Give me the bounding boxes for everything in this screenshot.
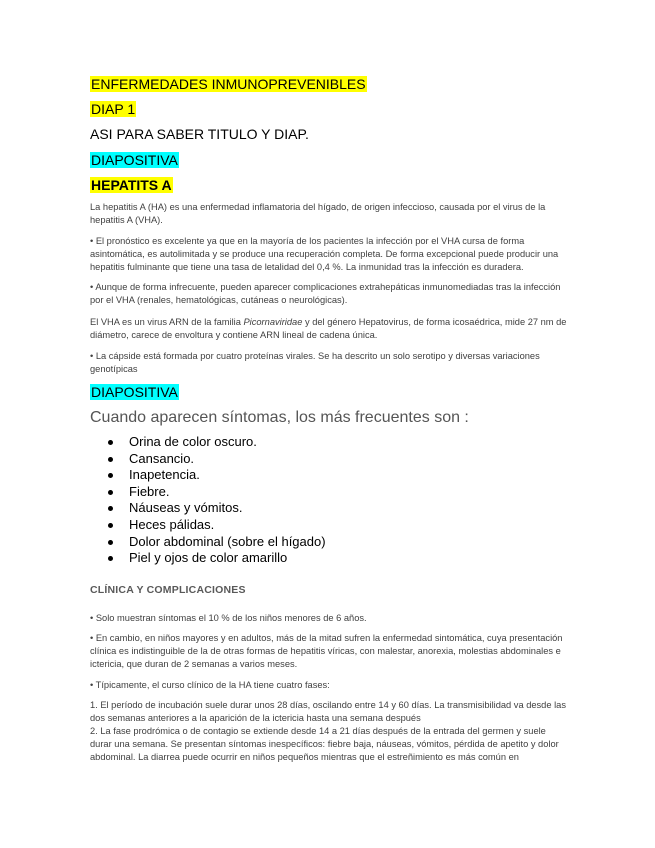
list-item (108, 500, 326, 517)
paragraph-virus-a: El VHA es un virus ARN de la familia (90, 317, 244, 327)
symptoms-list (108, 434, 326, 567)
diap1-label (90, 101, 570, 118)
symptom-text: Inapetencia. (129, 467, 200, 483)
clinica-heading: CLÍNICA Y COMPLICACIONES (90, 584, 246, 596)
paragraph-definition: La hepatitis A (HA) es una enfermedad inflamatoria del hígado, de origen infeccioso, causada por el virus de la hepatitis A (VHA). (90, 202, 546, 225)
paragraph-virus-b: y del género Hepatovirus, de forma icosaédrica, mide 27 nm de diámetro, carece de envoltura y contiene ARN lineal de cadena única. (90, 317, 567, 340)
paragraph-prognosis: • El pronóstico es excelente ya que en la mayoría de los pacientes la infección por el VHA cursa de forma asintomática, es autolimitada y se produce una recuperación completa. De forma excepcional puede producir una hepatitis fulminante que tiene una tasa de letalidad del 0,4 %. La inmunidad tras la infección es duradera. (90, 236, 559, 272)
paragraph-clinica-1: • Solo muestran síntomas el 10 % de los niños menores de 6 años. (90, 613, 367, 623)
paragraph-clinica-2: • En cambio, en niños mayores y en adultos, más de la mitad sufren la enfermedad sintomática, cuya presentación clínica es indistinguible de la de otras formas de hepatitis víricas, con malestar, anorexia, molestias abdominales e ictericia, que duran de 2 semanas a varios meses. (90, 633, 563, 669)
list-item (108, 451, 326, 468)
diapositiva-text-2: DIAPOSITIVA (91, 384, 178, 400)
list-item (108, 467, 326, 484)
bullet-icon (108, 506, 113, 511)
symptom-text: Piel y ojos de color amarillo (129, 550, 288, 566)
list-item (108, 484, 326, 501)
list-item (108, 534, 326, 551)
paragraph-virus (90, 316, 568, 342)
bullet-icon (108, 457, 113, 462)
diapositiva-text-1: DIAPOSITIVA (91, 152, 178, 168)
intro-line: ASI PARA SABER TITULO Y DIAP. (90, 126, 309, 142)
symptom-text: Náuseas y vómitos. (129, 500, 243, 516)
list-item (108, 550, 326, 567)
paragraph-clinica-3: • Típicamente, el curso clínico de la HA tiene cuatro fases: (90, 680, 330, 690)
paragraph-capsid: • La cápside está formada por cuatro proteínas virales. Se ha descrito un solo serotipo y diversas variaciones genotípicas (90, 351, 540, 374)
symptom-text: Fiebre. (129, 483, 170, 499)
diap1-text: DIAP 1 (91, 101, 136, 117)
doc-title (90, 76, 570, 93)
diapositiva-label-2 (90, 384, 570, 401)
paragraph-fase-2: 2. La fase prodrómica o de contagio se extiende desde 14 a 21 días después de la entrada del germen y suele durar una semana. Se presentan síntomas inespecíficos: fiebre baja, náuseas, vómitos, pérdida de apetito y dolor abdominal. La diarrea puede ocurrir en niños pequeños mientras que el estreñimiento es más común en (90, 726, 559, 762)
bullet-icon (108, 523, 113, 528)
symptom-text: Cansancio. (129, 450, 195, 466)
list-item (108, 517, 326, 534)
paragraph-virus-italic: Picornaviridae (243, 317, 303, 327)
symptom-text: Heces pálidas. (129, 516, 215, 532)
hepatitis-heading (90, 177, 570, 194)
diapositiva-label-1 (90, 152, 570, 169)
paragraph-fase-1: 1. El período de incubación suele durar unos 28 días, oscilando entre 14 y 60 días. La transmisibilidad va desde las dos semanas anteriores a la aparición de la ictericia hasta una semana después (90, 700, 566, 723)
symptom-text: Dolor abdominal (sobre el hígado) (129, 533, 326, 549)
bullet-icon (108, 490, 113, 495)
symptom-text: Orina de color oscuro. (129, 434, 257, 449)
bullet-icon (108, 540, 113, 545)
symptoms-heading: Cuando aparecen síntomas, los más frecuentes son : (90, 409, 469, 426)
list-item (108, 434, 326, 451)
paragraph-complications: • Aunque de forma infrecuente, pueden aparecer complicaciones extrahepáticas inmunomediadas tras la infección por el VHA (renales, hematológicas, cutáneas o neurológicas). (90, 282, 561, 305)
bullet-icon (108, 556, 113, 561)
bullet-icon (108, 473, 113, 478)
hepatitis-heading-text: HEPATITS A (91, 177, 172, 193)
doc-title-text: ENFERMEDADES INMUNOPREVENIBLES (91, 76, 366, 92)
bullet-icon (108, 440, 113, 445)
